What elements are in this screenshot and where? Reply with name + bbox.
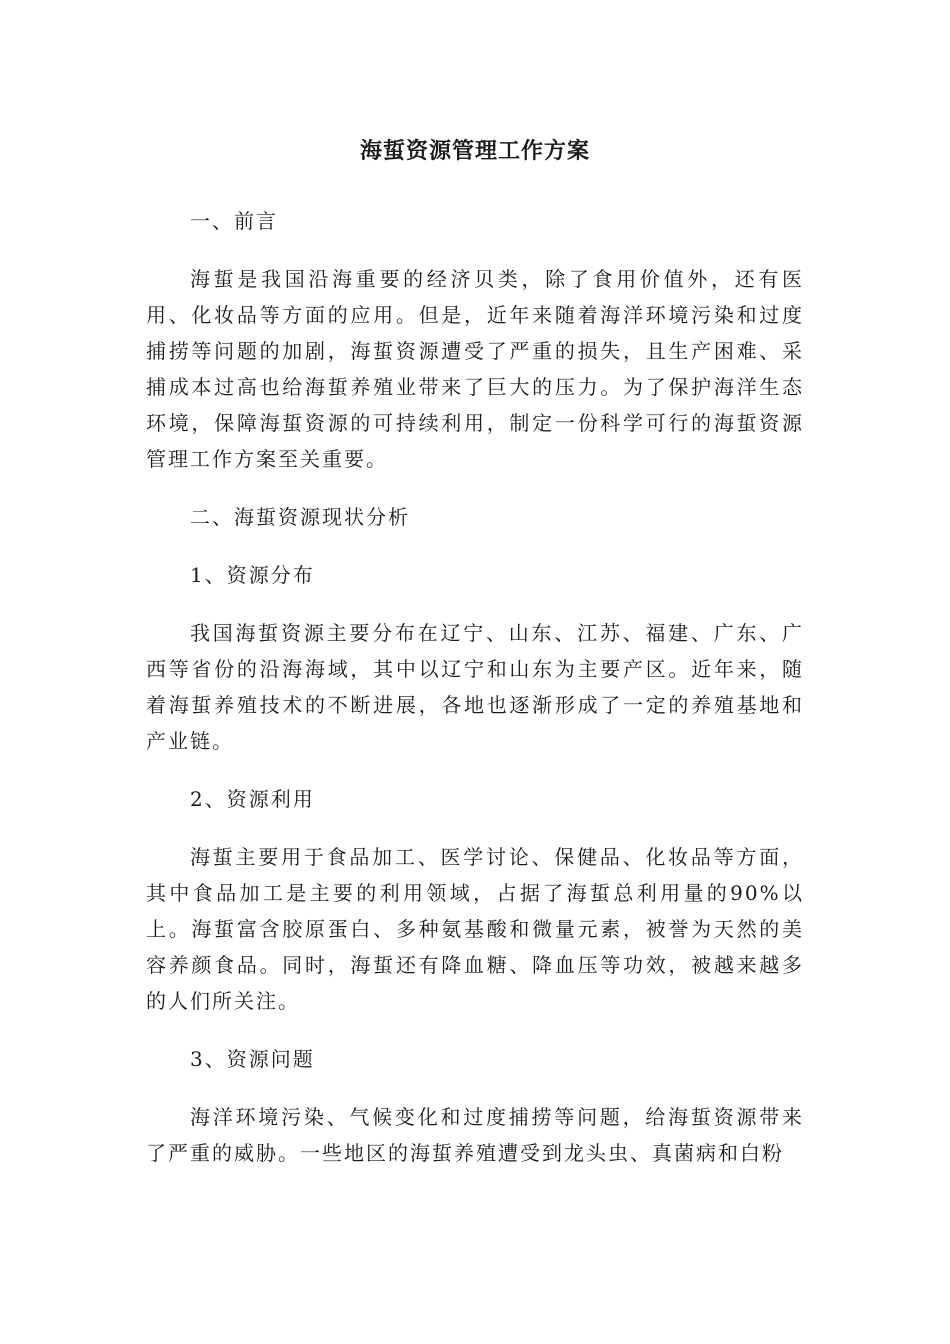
- preface-paragraph: 海蜇是我国沿海重要的经济贝类，除了食用价值外，还有医用、化妆品等方面的应用。但是，近年来随着海洋环境污染和过度捕捞等问题的加剧，海蜇资源遭受了严重的损失，且生产困难、采捕成本过高也给海蜇养殖业带来了巨大的压力。为了保护海洋生态环境，保障海蜇资源的可持续利用，制定一份科学可行的海蜇资源管理工作方案至关重要。: [146, 267, 804, 471]
- resource-problems-paragraph: 海洋环境污染、气候变化和过度捕捞等问题，给海蜇资源带来了严重的威胁。一些地区的海蜇养殖遭受到龙头虫、真菌病和白粉: [146, 1105, 804, 1165]
- document-title: 海蜇资源管理工作方案: [359, 139, 590, 164]
- section-heading-status-analysis: 二、海蜇资源现状分析: [190, 505, 410, 529]
- subheading-resource-distribution: 1、资源分布: [190, 563, 315, 587]
- document-body: [146, 203, 804, 1193]
- subheading-resource-problems: 3、资源问题: [190, 1047, 315, 1071]
- section-heading-preface: 一、前言: [190, 209, 278, 233]
- resource-distribution-paragraph: 我国海蜇资源主要分布在辽宁、山东、江苏、福建、广东、广西等省份的沿海海域，其中以辽宁和山东为主要产区。近年来，随着海蜇养殖技术的不断进展，各地也逐渐形成了一定的养殖基地和产业链。: [146, 621, 804, 753]
- subheading-resource-utilization: 2、资源利用: [190, 787, 315, 811]
- resource-utilization-paragraph: 海蜇主要用于食品加工、医学讨论、保健品、化妆品等方面，其中食品加工是主要的利用领域，占据了海蜇总利用量的90%以上。海蜇富含胶原蛋白、多种氨基酸和微量元素，被誉为天然的美容养颜食品。同时，海蜇还有降血糖、降血压等功效，被越来越多的人们所关注。: [146, 845, 804, 1013]
